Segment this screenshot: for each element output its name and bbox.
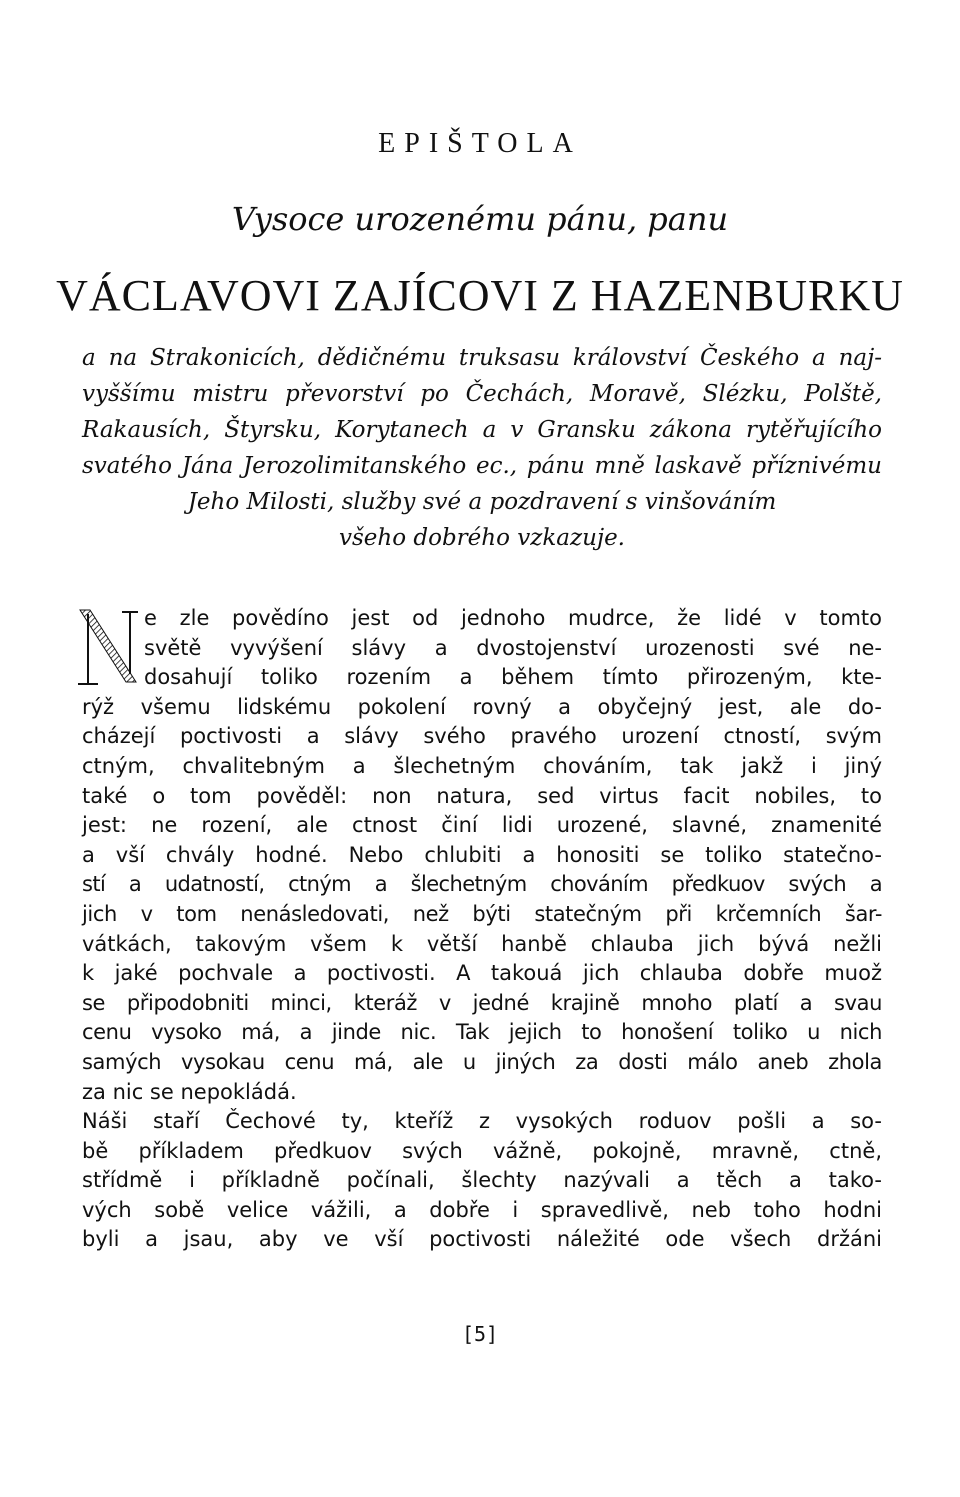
body-line: jich v tom nenásledovati, než býti statečným při krčemních šar-	[82, 901, 882, 926]
body-line: k jaké pochvale a poctivosti. A takouá jich chlauba dobře muož	[82, 961, 882, 986]
body-line: cenu vysoko má, a jinde nic. Tak jejich to honošení toliko u nich	[82, 1020, 882, 1045]
body-line: ctným, chvalitebným a šlechetným chováním, tak jakž i jiný	[82, 753, 882, 778]
body-line: světě vyvýšení slávy a dvostojenství urozenosti své ne-	[144, 635, 882, 660]
body-line: bě příkladem předkuov svých vážně, pokojně, mravně, ctně,	[82, 1138, 882, 1163]
drop-cap-letter-n-icon	[74, 604, 140, 692]
body-line: cházejí poctivosti a slávy svého pravého urození ctností, svým	[82, 724, 882, 749]
dedication-line: všeho dobrého vzkazuje.	[339, 525, 625, 551]
body-line: rýž všemu lidskému pokolení rovný a obyčejný jest, ale do-	[82, 694, 882, 719]
body-line: samých vysokau cenu má, ale u jiných za dosti málo aneb zhola	[82, 1049, 882, 1074]
dedication-line: svatého Jána Jerozolimitanského ec., pánu mně laskavě příznivému	[82, 453, 882, 479]
body-text	[82, 604, 882, 1255]
body-line: byli a jsau, aby ve vší poctivosti náležité ode všech držáni	[82, 1227, 882, 1252]
body-line: stí a udatností, ctným a šlechetným chováním předkuov svých a	[82, 872, 882, 897]
body-line: za nic se nepokládá.	[82, 1079, 297, 1104]
body-line: Náši staří Čechové ty, kteříž z vysokých roduov pošli a so-	[82, 1109, 882, 1134]
body-line: vých sobě velice vážili, a dobře i spravedlivě, neb toho hodni	[82, 1197, 882, 1222]
drop-cap	[74, 604, 140, 692]
body-line: také o tom pověděl: non natura, sed virtus facit nobiles, to	[82, 783, 882, 808]
page-number: [5]	[461, 1322, 499, 1346]
body-line: jest: ne rození, ale ctnost činí lidi urozené, slavné, znamenité	[82, 813, 882, 838]
body-line: vátkách, takovým všem k větší hanbě chlauba jich bývá nežli	[82, 931, 882, 956]
body-line: dosahují toliko rozením a během tímto přirozeným, kte-	[144, 665, 882, 690]
dedication-line: Rakausích, Štyrsku, Korytanech a v Gransku zákona rytěřujícího	[82, 417, 882, 443]
dedication-line: Jeho Milosti, služby své a pozdravení s vinšováním	[187, 489, 777, 515]
dedication-block	[82, 340, 882, 556]
body-line: e zle povědíno jest od jednoho mudrce, že lidé v tomto	[144, 606, 882, 630]
dedication-salutation: Vysoce urozenému pánu, panu	[231, 200, 729, 238]
recipient-name: VÁCLAVOVI ZAJÍCOVI Z HAZENBURKU	[56, 271, 904, 320]
body-line: se připodobniti minci, kteráž v jedné krajině mnoho platí a svau	[82, 990, 882, 1015]
body-line: a vší chvály hodné. Nebo chlubiti a honositi se toliko statečno-	[82, 842, 882, 867]
dedication-line: vyššímu mistru převorství po Čechách, Moravě, Slézku, Polště,	[82, 381, 882, 407]
dedication-line: a na Strakonicích, dědičnému truksasu království Českého a naj-	[82, 345, 882, 371]
chapter-heading: EPIŠTOLA	[378, 128, 582, 159]
body-line: střídmě i příkladně počínali, šlechty nazývali a těch a tako-	[82, 1168, 882, 1193]
